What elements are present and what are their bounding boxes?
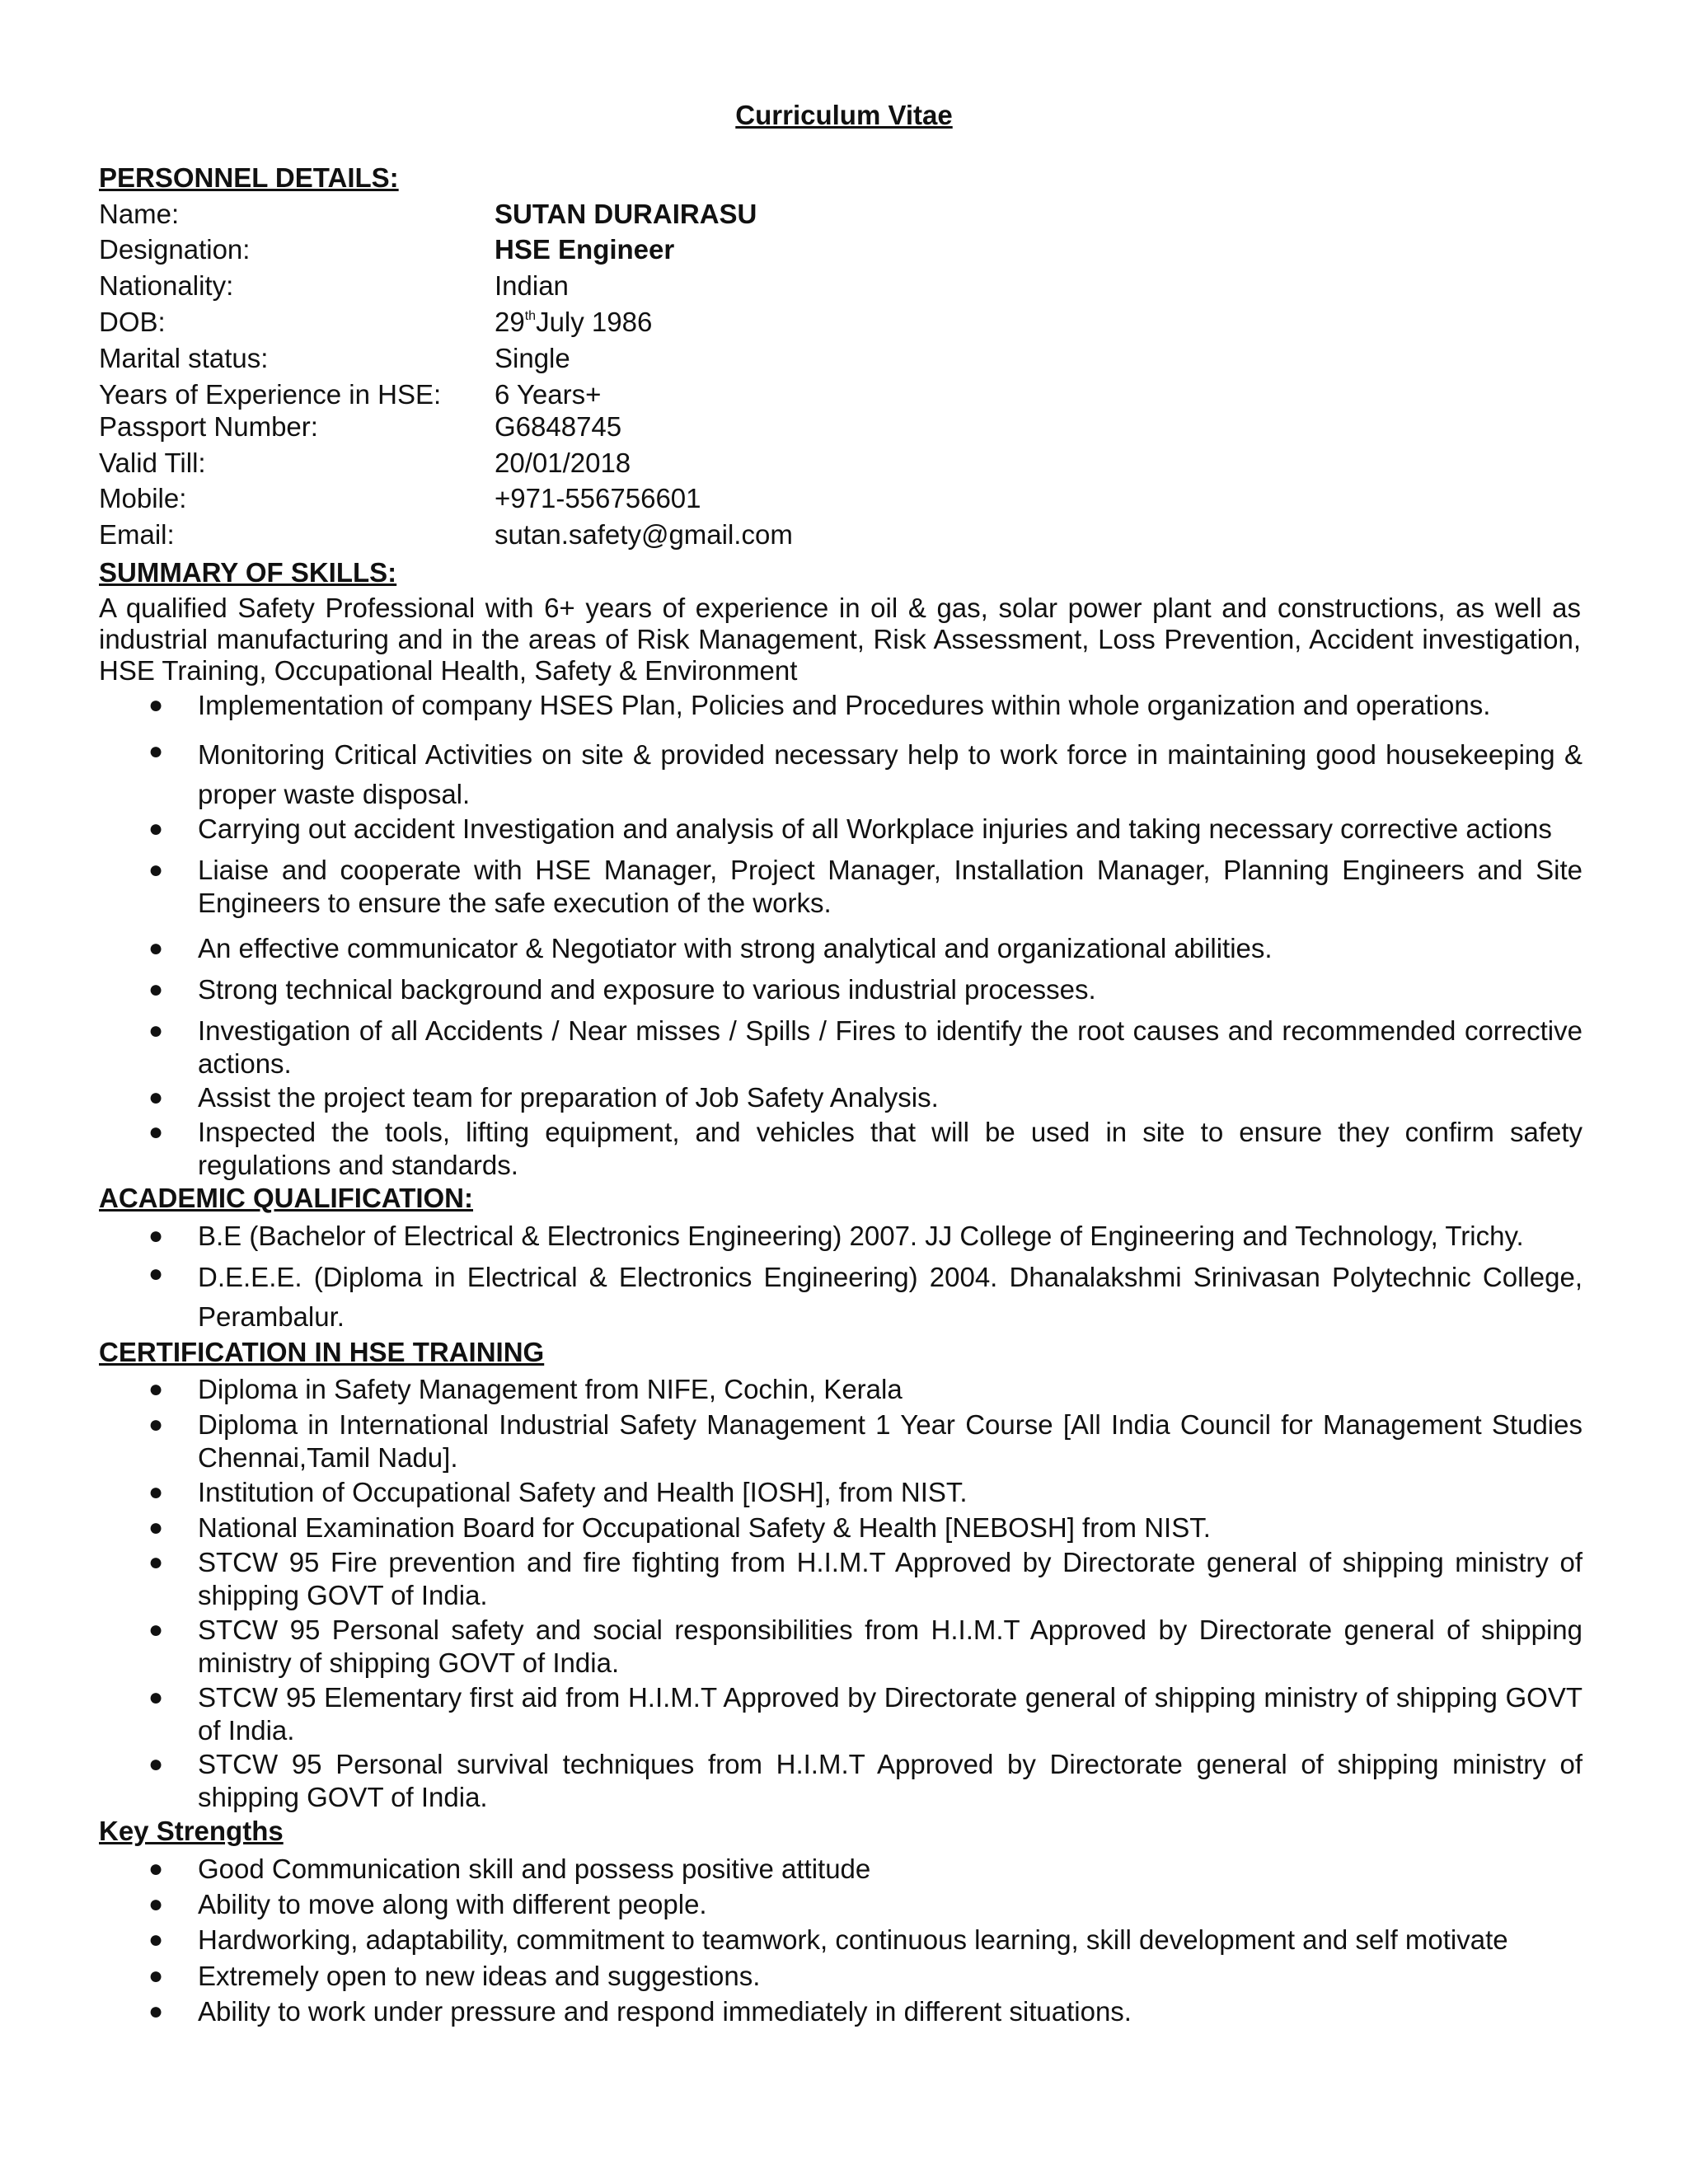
detail-label: Designation: bbox=[99, 234, 251, 265]
bullet-icon: ● bbox=[148, 1684, 164, 1711]
bullet-icon: ● bbox=[148, 1260, 164, 1287]
bullet-icon: ● bbox=[148, 935, 164, 962]
certification-heading: CERTIFICATION IN HSE TRAINING bbox=[99, 1337, 545, 1367]
list-item-text: STCW 95 Elementary first aid from H.I.M.T Approved by Directorate general of shipping ministry of shipping GOVT of India. bbox=[198, 1682, 1582, 1746]
bullet-icon: ● bbox=[148, 738, 164, 765]
bullet-icon: ● bbox=[148, 1891, 164, 1918]
dob-value bbox=[495, 306, 652, 339]
document-title: Curriculum Vitae bbox=[735, 100, 953, 130]
experience-value: 6 Years+ bbox=[495, 379, 602, 410]
list-item-text: Diploma in Safety Management from NIFE, Cochin, Kerala bbox=[198, 1374, 903, 1404]
mobile-value: +971-556756601 bbox=[495, 483, 701, 513]
list-item-text: Liaise and cooperate with HSE Manager, Project Manager, Installation Manager, Planning Engineers and Site Engineers to ensure the safe execution of the works. bbox=[198, 855, 1582, 918]
bullet-icon: ● bbox=[148, 691, 164, 719]
detail-label: Marital status: bbox=[99, 343, 269, 373]
bullet-icon: ● bbox=[148, 1549, 164, 1576]
list-item-text: Monitoring Critical Activities on site & provided necessary help to work force in maintaining good housekeeping & proper waste disposal. bbox=[198, 739, 1582, 809]
list-item-text: STCW 95 Personal survival techniques from H.I.M.T Approved by Directorate general of shipping ministry of shipping GOVT of India. bbox=[198, 1749, 1582, 1812]
bullet-icon: ● bbox=[148, 1750, 164, 1778]
dob-day: 29 bbox=[495, 307, 525, 337]
detail-label: Mobile: bbox=[99, 483, 187, 513]
bullet-icon: ● bbox=[148, 1411, 164, 1438]
list-item-text: STCW 95 Personal safety and social responsibilities from H.I.M.T Approved by Directorate general of shipping ministry of shipping GOVT of India. bbox=[198, 1615, 1582, 1678]
list-item-text: National Examination Board for Occupational Safety & Health [NEBOSH] from NIST. bbox=[198, 1512, 1211, 1543]
personal-details-heading: PERSONNEL DETAILS: bbox=[99, 162, 399, 193]
bullet-icon: ● bbox=[148, 1017, 164, 1044]
bullet-icon: ● bbox=[148, 1222, 164, 1249]
email-value: sutan.safety@gmail.com bbox=[495, 519, 793, 550]
list-item-text: Good Communication skill and possess positive attitude bbox=[198, 1854, 871, 1884]
marital-status-value: Single bbox=[495, 343, 570, 373]
list-item-text: Diploma in International Industrial Safety Management 1 Year Course [All India Council for Management Studies Chennai,Tamil Nadu]. bbox=[198, 1409, 1582, 1473]
list-item-text: Investigation of all Accidents / Near misses / Spills / Fires to identify the root causes and recommended corrective actions. bbox=[198, 1015, 1582, 1079]
list-item-text: Extremely open to new ideas and suggestions. bbox=[198, 1961, 761, 1991]
bullet-icon: ● bbox=[148, 1855, 164, 1882]
nationality-value: Indian bbox=[495, 270, 569, 301]
detail-label: Nationality: bbox=[99, 270, 234, 301]
academic-heading: ACADEMIC QUALIFICATION: bbox=[99, 1183, 474, 1213]
list-item-text: Strong technical background and exposure to various industrial processes. bbox=[198, 974, 1096, 1005]
bullet-icon: ● bbox=[148, 1479, 164, 1506]
name-value: SUTAN DURAIRASU bbox=[495, 199, 757, 229]
bullet-icon: ● bbox=[148, 1084, 164, 1111]
list-item-text: Implementation of company HSES Plan, Policies and Procedures within whole organization and operations. bbox=[198, 690, 1491, 720]
detail-label: DOB: bbox=[99, 307, 166, 337]
list-item-text: STCW 95 Fire prevention and fire fighting from H.I.M.T Approved by Directorate general of shipping ministry of shipping GOVT of India. bbox=[198, 1547, 1582, 1610]
bullet-icon: ● bbox=[148, 976, 164, 1003]
list-item-text: B.E (Bachelor of Electrical & Electronics Engineering) 2007. JJ College of Engineering and Technology, Trichy. bbox=[198, 1221, 1524, 1251]
bullet-icon: ● bbox=[148, 1376, 164, 1403]
dob-day-suffix: th bbox=[524, 309, 537, 323]
bullet-icon: ● bbox=[148, 1118, 164, 1146]
detail-label: Name: bbox=[99, 199, 180, 229]
list-item-text: Inspected the tools, lifting equipment, and vehicles that will be used in site to ensure they confirm safety regulations and standards. bbox=[198, 1117, 1582, 1180]
detail-label: Email: bbox=[99, 519, 175, 550]
list-item-text: Assist the project team for preparation of Job Safety Analysis. bbox=[198, 1082, 939, 1113]
summary-intro: A qualified Safety Professional with 6+ years of experience in oil & gas, solar power plant and constructions, as well as industrial manufacturing and in the areas of Risk Management, Risk Assessment, Loss Prevention, Accident investigation, HSE Training, Occupational Health, Safety & Environment bbox=[99, 593, 1581, 686]
dob-month-year: July 1986 bbox=[536, 307, 653, 337]
bullet-icon: ● bbox=[148, 1514, 164, 1541]
bullet-icon: ● bbox=[148, 856, 164, 883]
bullet-icon: ● bbox=[148, 1616, 164, 1643]
summary-heading: SUMMARY OF SKILLS: bbox=[99, 557, 397, 588]
valid-till-value: 20/01/2018 bbox=[495, 448, 631, 478]
bullet-icon: ● bbox=[148, 1998, 164, 2025]
detail-label: Passport Number: bbox=[99, 411, 318, 442]
list-item-text: Ability to work under pressure and respond immediately in different situations. bbox=[198, 1996, 1132, 2027]
key-strengths-heading: Key Strengths bbox=[99, 1816, 284, 1846]
designation-value: HSE Engineer bbox=[495, 234, 675, 265]
list-item-text: An effective communicator & Negotiator with strong analytical and organizational abilities. bbox=[198, 933, 1273, 963]
detail-label: Valid Till: bbox=[99, 448, 206, 478]
list-item-text: Institution of Occupational Safety and Health [IOSH], from NIST. bbox=[198, 1477, 968, 1507]
passport-value: G6848745 bbox=[495, 411, 622, 442]
list-item-text: D.E.E.E. (Diploma in Electrical & Electronics Engineering) 2004. Dhanalakshmi Srinivasan Polytechnic College, Perambalur. bbox=[198, 1262, 1582, 1332]
detail-label: Years of Experience in HSE: bbox=[99, 379, 442, 410]
list-item-text: Carrying out accident Investigation and analysis of all Workplace injuries and taking necessary corrective actions bbox=[198, 813, 1552, 844]
list-item-text: Ability to move along with different people. bbox=[198, 1889, 707, 1919]
bullet-icon: ● bbox=[148, 815, 164, 842]
bullet-icon: ● bbox=[148, 1926, 164, 1953]
list-item-text: Hardworking, adaptability, commitment to teamwork, continuous learning, skill development and self motivate bbox=[198, 1924, 1508, 1955]
bullet-icon: ● bbox=[148, 1962, 164, 1990]
